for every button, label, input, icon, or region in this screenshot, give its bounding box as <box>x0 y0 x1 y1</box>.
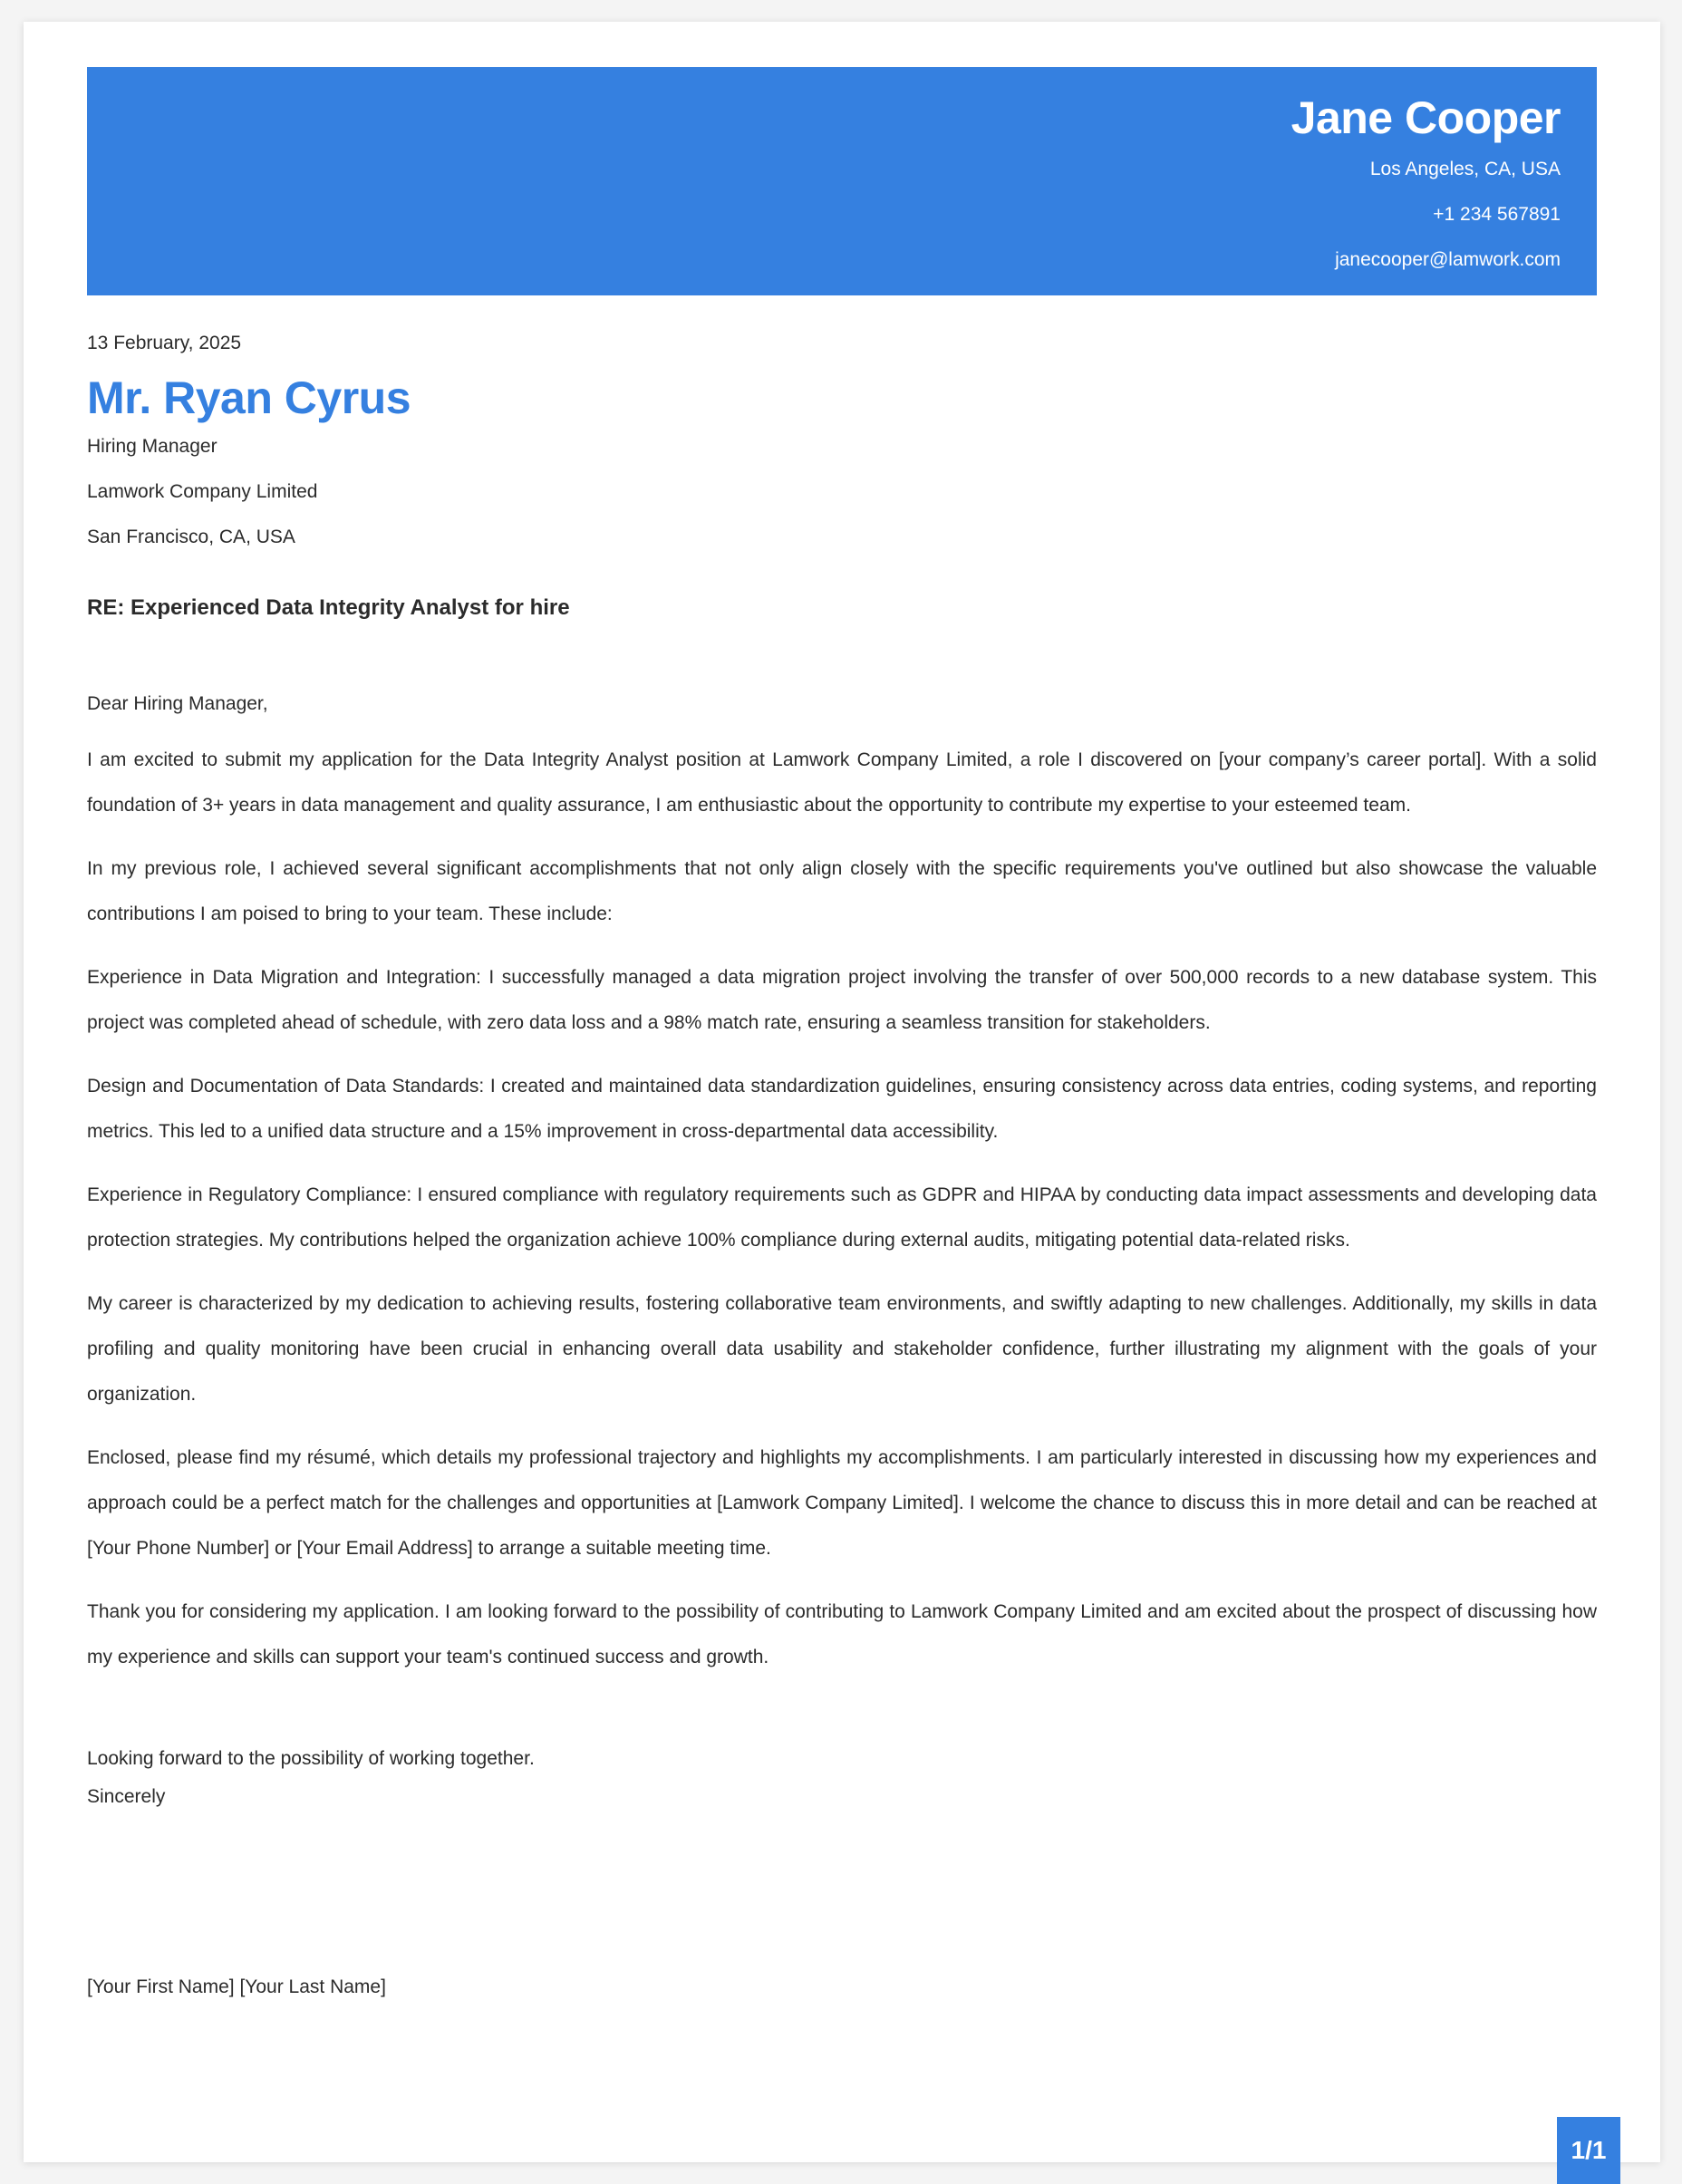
paragraph-accomplishments: In my previous role, I achieved several significant accomplishments that not only align closely with the specific requirements you've outlined but also showcase the valuable contributions I am poised to bring to your team. These include: <box>87 858 1597 924</box>
recipient-company: Lamwork Company Limited <box>87 481 318 502</box>
salutation: Dear Hiring Manager, <box>87 693 268 714</box>
paragraph-thanks: Thank you for considering my application. I am looking forward to the possibility of contributing to Lamwork Company Limited and am excited about the prospect of discussing how my experience and skills can support your team's continued success and growth. <box>87 1601 1597 1667</box>
letter-date: 13 February, 2025 <box>87 333 242 353</box>
sender-header <box>87 67 1597 295</box>
recipient-name: Mr. Ryan Cyrus <box>87 372 411 423</box>
recipient-location: San Francisco, CA, USA <box>87 527 295 547</box>
paragraph-enclosed: Enclosed, please find my résumé, which details my professional trajectory and highlights my accomplishments. I am particularly interested in discussing how my experiences and approach could be a perfect match for the challenges and opportunities at [Lamwork Company Limited]. I welcome the chance to discuss this in more detail and can be reached at [Your Phone Number] or [Your Email Address] to arrange a suitable meeting time. <box>87 1447 1597 1559</box>
letter-subject: RE: Experienced Data Integrity Analyst for hire <box>87 595 570 620</box>
sign-off: Sincerely <box>87 1786 166 1807</box>
sender-location: Los Angeles, CA, USA <box>1369 159 1561 179</box>
paragraph-data-migration: Experience in Data Migration and Integration: I successfully managed a data migration project involving the transfer of over 500,000 records to a new database system. This project was completed ahead of schedule, with zero data loss and a 98% match rate, ensuring a seamless transition for stakeholders. <box>87 967 1597 1033</box>
paragraph-regulatory-compliance: Experience in Regulatory Compliance: I ensured compliance with regulatory requirements such as GDPR and HIPAA by conducting data impact assessments and developing data protection strategies. My contributions helped the organization achieve 100% compliance during external audits, mitigating potential data-related risks. <box>87 1184 1597 1251</box>
paragraph-intro: I am excited to submit my application for the Data Integrity Analyst position at Lamwork Company Limited, a role I discovered on [your company’s career portal]. With a solid foundation of 3+ years in data management and quality assurance, I am enthusiastic about the opportunity to contribute my expertise to your esteemed team. <box>87 749 1597 816</box>
letter-body <box>87 330 1597 2003</box>
closing-line: Looking forward to the possibility of working together. <box>87 1748 535 1769</box>
sender-name: Jane Cooper <box>1290 92 1561 143</box>
sender-phone: +1 234 567891 <box>1433 204 1561 225</box>
page-number-badge: 1/1 <box>1557 2117 1620 2184</box>
document-page <box>24 22 1660 2162</box>
recipient-title: Hiring Manager <box>87 436 218 457</box>
sender-email: janecooper@lamwork.com <box>1335 249 1561 270</box>
paragraph-data-standards: Design and Documentation of Data Standards: I created and maintained data standardization guidelines, ensuring consistency across data entries, coding systems, and reporting metrics. This led to a unified data structure and a 15% improvement in cross-departmental data accessibility. <box>87 1076 1597 1142</box>
paragraph-career: My career is characterized by my dedication to achieving results, fostering collaborative team environments, and swiftly adapting to new challenges. Additionally, my skills in data profiling and quality monitoring have been crucial in enhancing overall data usability and stakeholder confidence, further illustrating my alignment with the goals of your organization. <box>87 1293 1597 1405</box>
signature: [Your First Name] [Your Last Name] <box>87 1976 386 1997</box>
